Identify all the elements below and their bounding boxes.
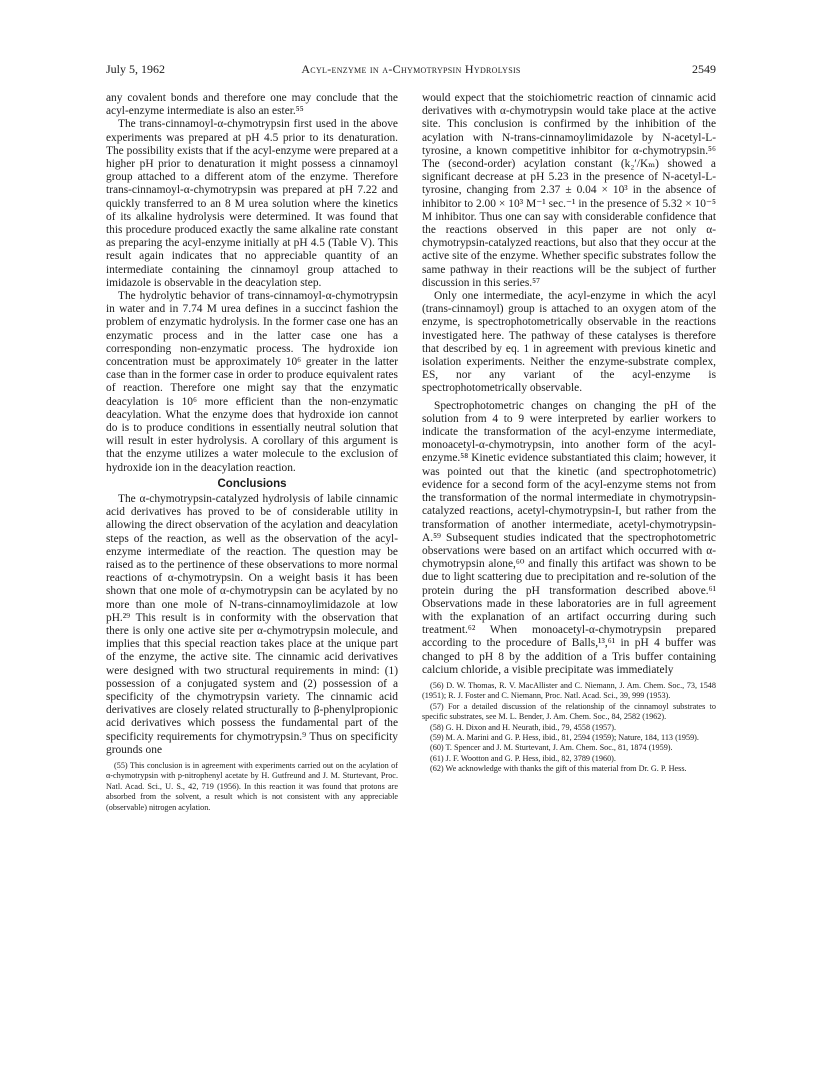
paragraph: The trans-cinnamoyl-α-chymotrypsin first used in the above experiments was prepared at pH 4.5 prior to its denaturation. The possibility exists that if the acyl-enzyme were prepared at a higher pH prior to denaturation it might possess a cinnamoyl group attached to a different atom of the enzyme. Therefore trans-cinnamoyl-α-chymotrypsin was prepared at pH 7.22 and quickly transferred to an 8 M urea solution where the kinetics of its alkaline hydrolysis were determined. It was found that this procedure produced exactly the same alkaline rate constant as preparing the acyl-enzyme initially at pH 4.5 (Table V). This result again indicates that no appreciable quantity of an intermediate containing the cinnamoyl group attached to imidazole is observable in the deacylation step. (106, 118, 398, 289)
issue-date: July 5, 1962 (106, 62, 166, 76)
footnote: (57) For a detailed discussion of the relationship of the cinnamoyl substrates to specific substrates, see M. L. Bender, J. Am. Chem. Soc., 84, 2582 (1962). (422, 701, 716, 722)
footnote: (61) J. F. Wootton and G. P. Hess, ibid., 82, 3789 (1960). (430, 753, 616, 763)
paragraph: Only one intermediate, the acyl-enzyme in which the acyl (trans-cinnamoyl) group is attached to an oxygen atom of the enzyme, is spectrophotometrically observable in the reactions investigated here. The pathway of these catalyses is therefore that described by eq. 1 in agreement with previous kinetic and isolation experiments. Neither the enzyme-substrate complex, ES, nor any variant of the acyl-enzyme is spectrophotometrically observable. (422, 290, 716, 395)
paragraph: The α-chymotrypsin-catalyzed hydrolysis of labile cinnamic acid derivatives has proved to be of considerable utility in allowing the direct observation of the acylation and deacylation steps of the reaction, as well as the observation of the acyl-enzyme intermediate of the reaction. The question may be raised as to the pertinence of these observations to more normal reactions of α-chymotrypsin. On a weight basis it has been shown that one mole of α-chymotrypsin can be acylated by no more than one mole of N-trans-cinnamoylimidazole at low pH.²⁹ This result is in conformity with the observation that there is only one active site per α-chymotrypsin molecule, and implies that this special reaction takes place at the unique part of the enzyme, the active site. The cinnamic acid derivatives were designed with two structural requirements in mind: (1) possession of a conjugated system and (2) possession of a specificity of the chymotrypsin variety. The cinnamic acid derivatives are closely related structurally to β-phenylpropionic acid derivatives which possess the fundamental part of the specificity requirements for chymotrypsin.⁹ Thus on specificity grounds one (106, 492, 398, 756)
footnote: (56) D. W. Thomas, R. V. MacAllister and C. Niemann, J. Am. Chem. Soc., 73, 1548 (1951); R. J. Foster and C. Niemann, Proc. Natl. Acad. Sci., 39, 999 (1953). (422, 680, 716, 701)
paragraph: any covalent bonds and therefore one may conclude that the acyl-enzyme intermediate is also an ester.⁵⁵ (106, 92, 398, 118)
running-title: Acyl-enzyme in α-Chymotrypsin Hydrolysis (301, 62, 521, 76)
paragraph: The hydrolytic behavior of trans-cinnamoyl-α-chymotrypsin in water and in 7.74 M urea defines in a succinct fashion the problem of enzymatic hydrolysis. In the former case one has an enzymatic process and in the latter case one has a corresponding non-enzymatic process. The hydroxide ion concentration must be approximately 10⁶ greater in the latter case than in the former case in order to produce equivalent rates of reaction. Therefore one might say that the enzymatic deacylation is 10⁶ more efficient than the non-enzymatic deacylation. What the enzyme does that hydroxide ion cannot do is to produce conditions in essentially neutral solution that will result in ester hydrolysis. A corollary of this argument is that the enzyme utilizes a water molecule to the exclusion of hydroxide ion in the deacylation reaction. (106, 290, 398, 474)
page-number: 2549 (692, 62, 716, 76)
footnote: (62) We acknowledge with thanks the gift of this material from Dr. G. P. Hess. (430, 764, 687, 774)
paragraph: Spectrophotometric changes on changing the pH of the solution from 4 to 9 were interpreted by earlier workers to indicate the transformation of the acyl-enzyme intermediate, monoacetyl-α-chymotrypsin, into another form of the acyl-enzyme.⁵⁸ Kinetic evidence substantiated this claim; however, it was pointed out that the kinetic (and spectrophotometric) evidence for a second form of the acyl-enzyme stems not from the transformation of the normal intermediate in chymotrypsin-catalyzed reactions, acetyl-chymotrypsin-I, but rather from the transformation of another intermediate, acetyl-chymotrypsin-A.⁵⁹ Subsequent studies indicated that the spectrophotometric observations were based on an artifact which occurred with α-chymotrypsin alone,⁶⁰ and finally this artifact was shown to be due to light scattering due to precipitation and re-solution of the protein during the pH transformation described above.⁶¹ Observations made in these laboratories are in full agreement with the explanation of an artifact occurring during such treatment.⁶² When monoacetyl-α-chymotrypsin prepared according to the procedure of Balls,¹³,⁶¹ in pH 4 buffer was changed to pH 8 by the addition of a Tris buffer containing calcium chloride, a visible precipitate was immediately (422, 399, 716, 676)
running-head (106, 62, 716, 78)
footnote: (58) G. H. Dixon and H. Neurath, ibid., 79, 4558 (1957). (430, 722, 617, 732)
paragraph: would expect that the stoichiometric reaction of cinnamic acid derivatives with α-chymotrypsin would take place at the active site. This conclusion is confirmed by the inhibition of the acylation with N-trans-cinnamoylimidazole by N-acetyl-L-tyrosine, a known competitive inhibitor for α-chymotrypsin.⁵⁶ The (second-order) acylation constant (k₂′/Kₘ) showed a significant decrease at pH 5.23 in the presence of N-acetyl-L-tyrosine, changing from 2.37 ± 0.04 × 10³ in the absence of inhibitor to 2.00 × 10³ M⁻¹ sec.⁻¹ in the presence of 5.32 × 10⁻⁵ M inhibitor. Thus one can say with considerable confidence that the reactions observed in this paper are not only α-chymotrypsin-catalyzed reactions, but also that they occur at the active site of the enzyme. Whether specific substrates follow the same pathway in their reactions will be the subject of further discussion in this series.⁵⁷ (422, 92, 716, 289)
section-heading-conclusions: Conclusions (217, 477, 287, 490)
right-column (422, 92, 716, 775)
footnotes-left (106, 761, 398, 813)
footnote: (55) This conclusion is in agreement with experiments carried out on the acylation of α-chymotrypsin with p-nitrophenyl acetate by H. Gutfreund and J. M. Sturtevant, Proc. Natl. Acad. Sci., U. S., 42, 719 (1956). In this reaction it was found that protons are absorbed from the solvent, a result which is not consistent with any appreciable (observable) nitrogen acylation. (106, 760, 398, 812)
footnotes-right (422, 681, 716, 775)
left-column (106, 92, 398, 813)
footnote: (60) T. Spencer and J. M. Sturtevant, J. Am. Chem. Soc., 81, 1874 (1959). (430, 743, 673, 753)
footnote: (59) M. A. Marini and G. P. Hess, ibid., 81, 2594 (1959); Nature, 184, 113 (1959). (430, 732, 699, 742)
